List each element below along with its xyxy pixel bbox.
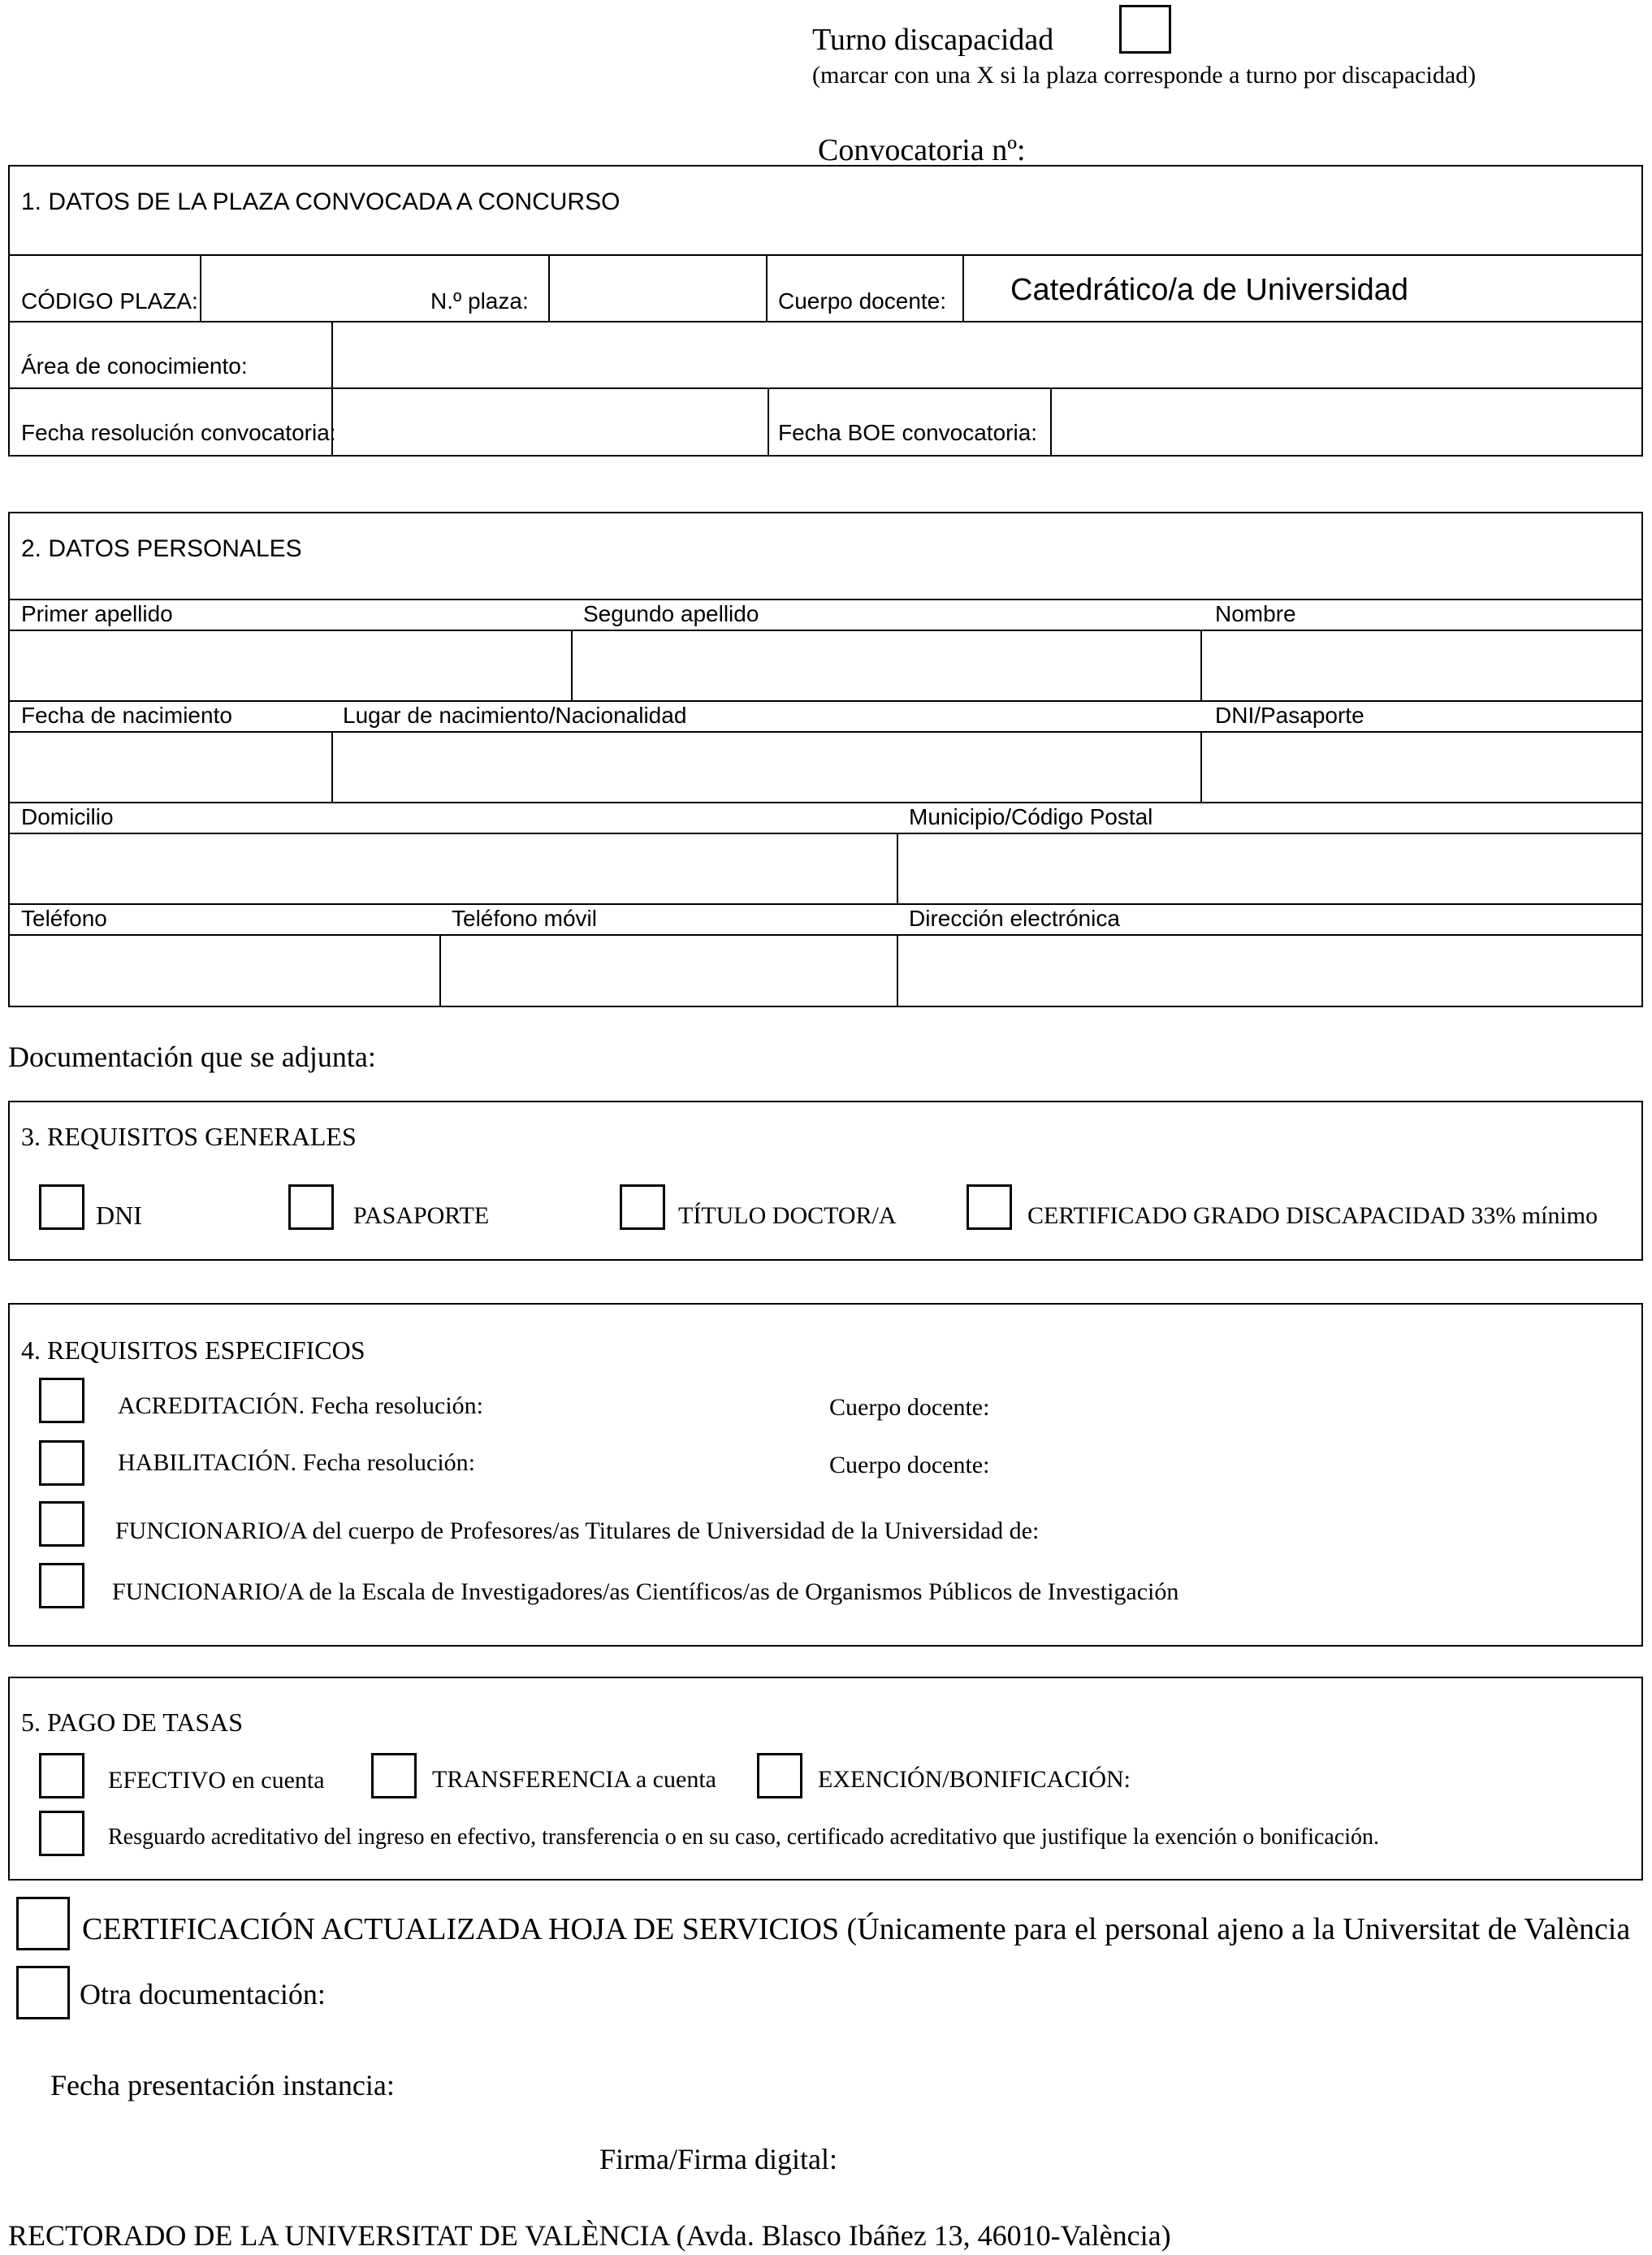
telefono-field[interactable] xyxy=(11,937,436,1004)
resguardo-label: Resguardo acreditativo del ingreso en efectivo, transferencia o en su caso, certificado acreditativo que justifique la exención o bonificación. xyxy=(108,1824,1380,1850)
section-1-title: 1. DATOS DE LA PLAZA CONVOCADA A CONCURSO xyxy=(21,188,621,215)
dni-option-label: DNI xyxy=(96,1201,142,1230)
dni-checkbox[interactable] xyxy=(39,1184,84,1230)
funcionario-titulares-checkbox[interactable] xyxy=(39,1501,84,1547)
segundo-apellido-field[interactable] xyxy=(574,633,1197,697)
convocatoria-label: Convocatoria nº: xyxy=(818,133,1026,167)
dni-pasaporte-field[interactable] xyxy=(1204,734,1638,799)
primer-apellido-label: Primer apellido xyxy=(21,601,173,626)
section-2-title: 2. DATOS PERSONALES xyxy=(21,535,302,562)
certificado-discapacidad-option-label: CERTIFICADO GRADO DISCAPACIDAD 33% mínimo xyxy=(1027,1202,1598,1229)
area-conocimiento-field[interactable] xyxy=(335,324,1638,384)
section-5-title: 5. PAGO DE TASAS xyxy=(21,1707,244,1737)
efectivo-checkbox[interactable] xyxy=(39,1753,84,1798)
habilitacion-checkbox[interactable] xyxy=(39,1440,84,1486)
transferencia-checkbox[interactable] xyxy=(371,1753,417,1798)
num-plaza-field[interactable] xyxy=(551,258,763,318)
nombre-field[interactable] xyxy=(1204,633,1638,697)
transferencia-label: TRANSFERENCIA a cuenta xyxy=(432,1766,716,1793)
otra-documentacion-label: Otra documentación: xyxy=(80,1978,326,2010)
telefono-label: Teléfono xyxy=(21,906,107,931)
domicilio-label: Domicilio xyxy=(21,804,114,829)
fecha-resolucion-label: Fecha resolución convocatoria: xyxy=(21,420,336,445)
area-conocimiento-label: Área de conocimiento: xyxy=(21,353,248,379)
habilitacion-label: HABILITACIÓN. Fecha resolución: xyxy=(118,1449,475,1476)
municipio-label: Municipio/Código Postal xyxy=(909,804,1153,829)
fecha-presentacion-label: Fecha presentación instancia: xyxy=(50,2069,395,2101)
direccion-electronica-field[interactable] xyxy=(900,937,1638,1004)
rectorado-address: RECTORADO DE LA UNIVERSITAT DE VALÈNCIA (Avda. Blasco Ibáñez 13, 46010-València) xyxy=(8,2219,1171,2252)
funcionario-investigadores-label: FUNCIONARIO/A de la Escala de Investigadores/as Científicos/as de Organismos Públicos de Investigación xyxy=(112,1578,1179,1605)
fecha-nacimiento-field[interactable] xyxy=(11,734,328,799)
pasaporte-option-label: PASAPORTE xyxy=(353,1202,490,1229)
habilitacion-cuerpo-label: Cuerpo docente: xyxy=(829,1452,990,1478)
exencion-checkbox[interactable] xyxy=(757,1753,802,1798)
telefono-movil-label: Teléfono móvil xyxy=(452,906,597,931)
municipio-field[interactable] xyxy=(900,836,1638,900)
titulo-doctor-option-label: TÍTULO DOCTOR/A xyxy=(678,1202,897,1229)
lugar-nacimiento-label: Lugar de nacimiento/Nacionalidad xyxy=(343,703,687,728)
cuerpo-docente-label: Cuerpo docente: xyxy=(778,288,947,314)
dni-pasaporte-label: DNI/Pasaporte xyxy=(1215,703,1364,728)
lugar-nacimiento-field[interactable] xyxy=(335,734,1197,799)
turno-discapacidad-note: (marcar con una X si la plaza corresponde a turno por discapacidad) xyxy=(812,62,1477,89)
fecha-boe-field[interactable] xyxy=(1053,391,1638,453)
titulo-doctor-checkbox[interactable] xyxy=(620,1184,665,1230)
firma-label: Firma/Firma digital: xyxy=(599,2143,837,2175)
num-plaza-label: N.º plaza: xyxy=(430,288,529,314)
codigo-plaza-label: CÓDIGO PLAZA: xyxy=(21,288,198,314)
domicilio-field[interactable] xyxy=(11,836,893,900)
primer-apellido-field[interactable] xyxy=(11,633,568,697)
certificacion-checkbox[interactable] xyxy=(16,1897,70,1950)
fecha-nacimiento-label: Fecha de nacimiento xyxy=(21,703,232,728)
section-3-title: 3. REQUISITOS GENERALES xyxy=(21,1122,357,1151)
cuerpo-docente-value: Catedrático/a de Universidad xyxy=(1010,273,1409,307)
telefono-movil-field[interactable] xyxy=(443,937,893,1004)
segundo-apellido-label: Segundo apellido xyxy=(583,601,759,626)
section-4-title: 4. REQUISITOS ESPECIFICOS xyxy=(21,1335,365,1365)
nombre-label: Nombre xyxy=(1215,601,1296,626)
certificado-discapacidad-checkbox[interactable] xyxy=(967,1184,1012,1230)
pasaporte-checkbox[interactable] xyxy=(288,1184,334,1230)
funcionario-titulares-label: FUNCIONARIO/A del cuerpo de Profesores/as Titulares de Universidad de la Universidad de: xyxy=(115,1517,1040,1544)
efectivo-label: EFECTIVO en cuenta xyxy=(108,1767,325,1794)
direccion-electronica-label: Dirección electrónica xyxy=(909,906,1120,931)
otra-documentacion-checkbox[interactable] xyxy=(16,1966,70,2019)
documentacion-label: Documentación que se adjunta: xyxy=(8,1041,376,1073)
fecha-resolucion-field[interactable] xyxy=(335,391,763,453)
certificacion-label: CERTIFICACIÓN ACTUALIZADA HOJA DE SERVICIOS (Únicamente para el personal ajeno a la Universitat de València xyxy=(82,1912,1631,1946)
acreditacion-cuerpo-label: Cuerpo docente: xyxy=(829,1394,990,1421)
turno-discapacidad-checkbox[interactable] xyxy=(1119,5,1171,54)
fecha-boe-label: Fecha BOE convocatoria: xyxy=(778,420,1038,445)
exencion-label: EXENCIÓN/BONIFICACIÓN: xyxy=(818,1766,1131,1793)
acreditacion-label: ACREDITACIÓN. Fecha resolución: xyxy=(118,1392,484,1419)
turno-discapacidad-label: Turno discapacidad xyxy=(812,23,1054,57)
acreditacion-checkbox[interactable] xyxy=(39,1378,84,1423)
resguardo-checkbox[interactable] xyxy=(39,1811,84,1856)
funcionario-investigadores-checkbox[interactable] xyxy=(39,1563,84,1608)
